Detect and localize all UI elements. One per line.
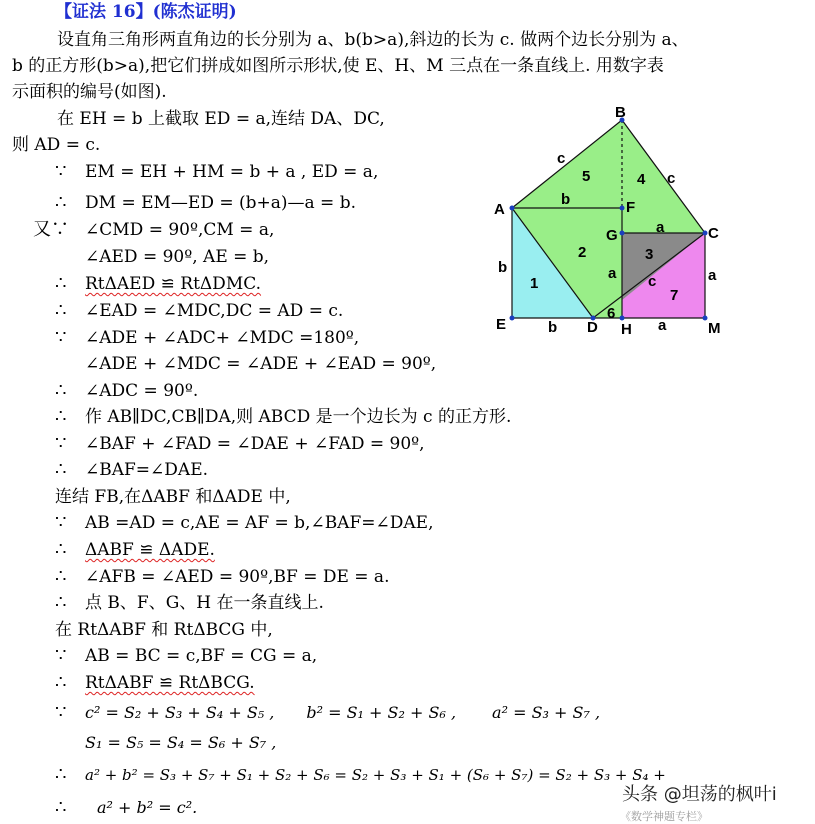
region-label-1: 1 [530, 275, 539, 292]
point-label-M: M [708, 320, 721, 337]
proof-diagram [480, 100, 730, 345]
step-line: ∵ ∠ADE + ∠ADC+ ∠MDC =180º, [55, 327, 360, 348]
step-line: ∴ RtΔABF ≌ RtΔBCG. [55, 672, 255, 693]
step-line: ∴ ∠AFB = ∠AED = 90º,BF = DE = a. [55, 566, 390, 587]
step-line: ∴ 作 AB∥DC,CB∥DA,则 ABCD 是一个边长为 c 的正方形. [55, 406, 512, 427]
step-line: ∴ ∠ADC = 90º. [55, 380, 199, 401]
intro-line-1: 设直角三角形两直角边的长分别为 a、b(b>a),斜边的长为 c. 做两个边长分别为 a、 [57, 30, 689, 50]
proof-title: 【证法 16】(陈杰证明) [55, 2, 237, 22]
formula-line-3: ∴ a² + b² = S₃ + S₇ + S₁ + S₂ + S₆ = S₂ + S₃ + S₁ + (S₆ + S₇) = S₂ + S₃ + S₄ + [55, 764, 666, 785]
side-label-a-GC: a [656, 219, 665, 236]
region-label-4: 4 [637, 171, 646, 188]
therefore-symbol: ∴ [55, 380, 67, 401]
step-line: 又∵ ∠CMD = 90º,CM = a, [33, 219, 275, 240]
side-label-b-AE: b [498, 259, 508, 276]
because-symbol: ∵ [55, 512, 67, 533]
point-label-F: F [626, 199, 636, 216]
therefore-symbol: ∴ [55, 672, 67, 693]
therefore-symbol: ∴ [55, 406, 67, 427]
formula-line-4: ∴ a² + b² = c². [55, 797, 198, 818]
side-label-c-AB: c [557, 150, 566, 167]
watermark-text: 头条 @坦荡的枫叶i [622, 784, 777, 805]
step-line: 连结 FB,在ΔABF 和ΔADE 中, [55, 487, 291, 507]
because-symbol: ∵ [55, 702, 67, 723]
side-label-c-inner: c [648, 273, 657, 290]
therefore-symbol: ∴ [55, 764, 67, 785]
because-symbol: ∵ [55, 645, 67, 666]
formula-line-2: S₁ = S₅ = S₄ = S₆ + S₇ , [85, 733, 277, 752]
step-line: 则 AD = c. [12, 135, 101, 155]
region-label-6: 6 [607, 305, 616, 322]
intro-line-2: b 的正方形(b>a),把它们拼成如图所示形状,使 E、H、M 三点在一条直线上. 用数字表 [12, 56, 664, 76]
region-label-5: 5 [582, 168, 591, 185]
point-M-dot [703, 316, 708, 321]
step-line: ∴ ΔABF ≌ ΔADE. [55, 539, 215, 560]
side-label-b-ED: b [548, 319, 558, 336]
point-label-D: D [587, 319, 598, 336]
point-H-dot [620, 316, 625, 321]
point-label-A: A [494, 201, 505, 218]
region-label-3: 3 [645, 246, 654, 263]
side-label-c-BC: c [667, 170, 676, 187]
step-line: 在 EH = b 上截取 ED = a,连结 DA、DC, [57, 109, 385, 129]
intro-line-3: 示面积的编号(如图). [12, 82, 167, 102]
point-label-E: E [496, 316, 507, 333]
side-label-a-HM: a [658, 317, 667, 334]
formula-line-1: ∵ c² = S₂ + S₃ + S₄ + S₅ , b² = S₁ + S₂ + S₆ , a² = S₃ + S₇ , [55, 702, 601, 723]
cut-off-caption: 《数学神题专栏》 [620, 810, 708, 823]
step-line: ∵ AB =AD = c,AE = AF = b,∠BAF=∠DAE, [55, 512, 434, 533]
point-G-dot [620, 231, 625, 236]
step-line: ∵ ∠BAF + ∠FAD = ∠DAE + ∠FAD = 90º, [55, 433, 425, 454]
therefore-symbol: ∴ [55, 273, 67, 294]
point-F-dot [620, 206, 625, 211]
point-E-dot [510, 316, 515, 321]
therefore-symbol: ∴ [55, 300, 67, 321]
point-A-dot [510, 206, 515, 211]
step-line: ∠ADE + ∠MDC = ∠ADE + ∠EAD = 90º, [85, 354, 437, 374]
step-line: ∴ RtΔAED ≌ RtΔDMC. [55, 273, 262, 294]
step-line: ∴ DM = EM—ED = (b+a)—a = b. [55, 192, 356, 213]
step-line: ∵ EM = EH + HM = b + a , ED = a, [55, 161, 379, 182]
therefore-symbol: ∴ [55, 192, 67, 213]
side-label-a-inner: a [608, 265, 617, 282]
because-symbol: ∵ [55, 327, 67, 348]
step-line: ∴ ∠EAD = ∠MDC,DC = AD = c. [55, 300, 344, 321]
side-label-b-AF: b [561, 191, 571, 208]
because-symbol: ∵ [55, 161, 67, 182]
region-label-7: 7 [670, 287, 679, 304]
point-label-B: B [615, 104, 626, 121]
side-label-a-CM: a [708, 267, 717, 284]
region-label-2: 2 [578, 244, 587, 261]
therefore-symbol: ∴ [55, 797, 67, 818]
therefore-symbol: ∴ [55, 539, 67, 560]
therefore-symbol: ∴ [55, 566, 67, 587]
step-line: ∵ AB = BC = c,BF = CG = a, [55, 645, 318, 666]
also-because-symbol: 又∵ [33, 219, 69, 240]
point-label-C: C [708, 225, 719, 242]
point-C-dot [703, 231, 708, 236]
because-symbol: ∵ [55, 433, 67, 454]
step-line: 在 RtΔABF 和 RtΔBCG 中, [55, 620, 273, 640]
step-line: ∠AED = 90º, AE = b, [85, 247, 270, 267]
point-label-H: H [621, 321, 632, 338]
therefore-symbol: ∴ [55, 592, 67, 613]
step-line: ∴ ∠BAF=∠DAE. [55, 459, 209, 480]
point-label-G: G [606, 227, 618, 244]
therefore-symbol: ∴ [55, 459, 67, 480]
step-line: ∴ 点 B、F、G、H 在一条直线上. [55, 592, 324, 613]
